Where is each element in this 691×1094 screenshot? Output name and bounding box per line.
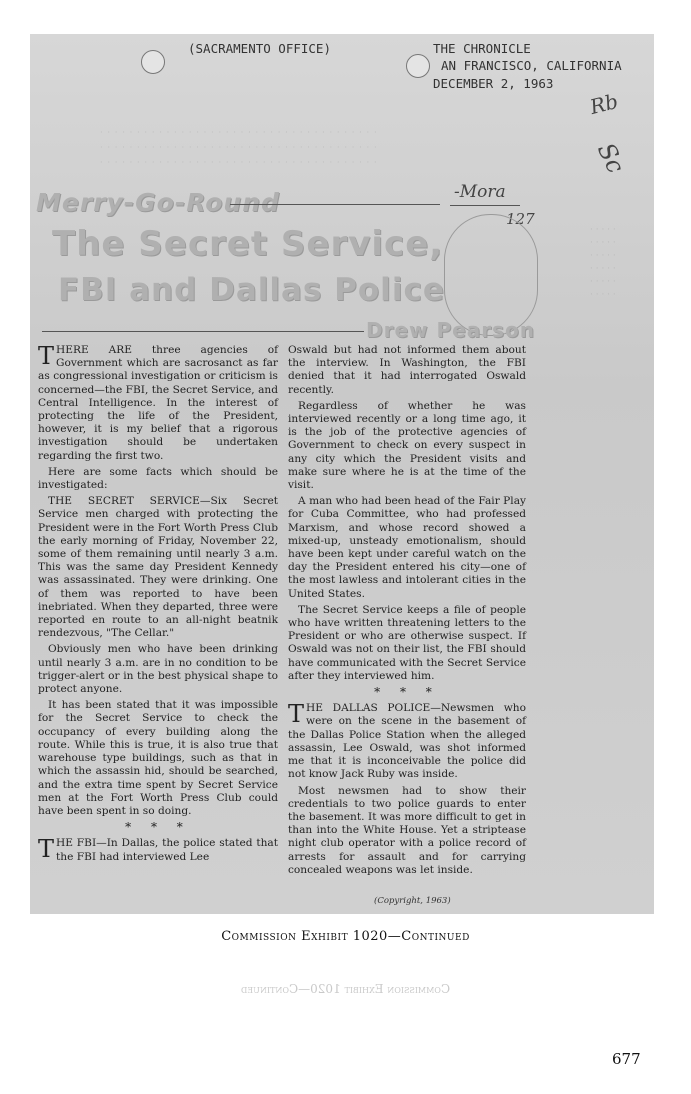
paragraph: THERE ARE three agencies of Government which are sacrosanct as far as congressional investigation or criticism is concerned—the FBI, the Secret Service, and Central Intelligence. In the interest of protecting the life of the President, however, it is my belief that a rigorous investigation should be undertaken regarding the first two. [38, 342, 278, 462]
bleedthrough-caption: Commission Exhibit 1020—Continued [240, 982, 451, 996]
paragraph: The Secret Service keeps a file of people who have written threatening letters to the President or who are otherwise suspect. If Oswald was not on their list, the FBI should have communicated with the Secret Service after they interviewed him. [288, 603, 526, 682]
paragraph: It has been stated that it was impossible for the Secret Service to check the occupancy of every building along the route. While this is true, it is also true that warehouse type buildings, such as that in which the assassin hid, should be searched, and the extra time spent by Secret Service men at the Fort Worth Press Club could have been spent in so doing. [38, 699, 278, 817]
headline-line-1: The Secret Service, [52, 224, 444, 264]
punch-hole-left [141, 50, 165, 74]
handwritten-number: 127 [506, 210, 535, 228]
paragraph: Obviously men who have been drinking until nearly 3 a.m. are in no condition to be trigger-alert or in the best physical shape to protect anyone. [38, 643, 278, 696]
newspaper-clipping [30, 34, 654, 914]
article-column-1 [38, 344, 278, 867]
byline-rule [42, 331, 364, 332]
copyright-line: (Copyright, 1963) [374, 896, 451, 906]
newspaper-date: DECEMBER 2, 1963 [433, 76, 554, 91]
newspaper-city: AN FRANCISCO, CALIFORNIA [441, 58, 622, 73]
article-column-2 [288, 344, 526, 880]
headline-line-2: FBI and Dallas Police [58, 272, 445, 308]
page-number: 677 [612, 1050, 641, 1068]
office-label: (SACRAMENTO OFFICE) [188, 41, 331, 56]
handwritten-initials: Rb [587, 88, 621, 120]
byline: Drew Pearson [366, 318, 535, 342]
newspaper-name: THE CHRONICLE [433, 41, 531, 56]
column-banner: Merry-Go-Round [36, 188, 280, 217]
paragraph: A man who had been head of the Fair Play for Cuba Committee, who had professed Marxism, and whose record showed a mixed-up, unsteady emotionalism, should have been kept under careful watch on the day the President entered his city—one of the most lawless and intolerant cities in the United States. [288, 495, 526, 600]
section-stars: * * * [374, 685, 440, 700]
paragraph: Oswald but had not informed them about the interview. In Washington, the FBI denied that it had interrogated Oswald recently. [288, 344, 526, 396]
paragraph: THE FBI—In Dallas, the police stated that the FBI had interviewed Lee [38, 835, 278, 864]
section-stars: * * * [125, 820, 191, 835]
handwritten-name-scrawl: -Mora [454, 182, 506, 202]
exhibit-caption: Commission Exhibit 1020—Continued [221, 929, 470, 944]
banner-rule [230, 204, 440, 205]
faded-bleedthrough-text: ​· · · · · · · · · · · · · · · · · · · · · · · · · · · · · · · · · · · · · · · · · · · · · · · · · · · · · · · · · · · · · · · · · · · · · · · · · · · · · · · · · · · · · · · · · · · · · · · · · · · · · · · · · · · · · · · · · · [100, 128, 378, 168]
paragraph: Regardless of whether he was interviewed recently or a long time ago, it is the job of the protective agencies of Government to check on every suspect in any city which the President visits and make sure where he is at the time of the visit. [288, 399, 526, 492]
paragraph: Most newsmen had to show their credentials to two police guards to enter the basement. It was more difficult to get in than into the White House. Yet a striptease night club operator with a police record of arrests for assault and for carrying concealed weapons was let inside. [288, 784, 526, 876]
faded-side-text: · · · · · · · · · · · · · · · · · · · · · · · · · · · · · · [590, 225, 616, 300]
paragraph: Here are some facts which should be investigated: [38, 465, 278, 492]
paragraph: THE SECRET SERVICE—Six Secret Service men charged with protecting the President were in the Fort Worth Press Club the early morning of Friday, November 22, some of them remaining until nearly 3 a.m. This was the same day President Kennedy was assassinated. They were drinking. One of them was reported to have been inebriated. When they departed, three were reported en route to an all-night beatnik rendezvous, "The Cellar." [38, 495, 278, 640]
handwritten-margin-mark: Sc [591, 138, 631, 178]
punch-hole-right [406, 54, 430, 78]
banner-rule-right [450, 205, 520, 206]
paragraph: THE DALLAS POLICE—Newsmen who were on the scene in the basement of the Dallas Police Station when the alleged assassin, Lee Oswald, was shot informed me that it is inconceivable the police did not know Jack Ruby was inside. [288, 700, 526, 781]
